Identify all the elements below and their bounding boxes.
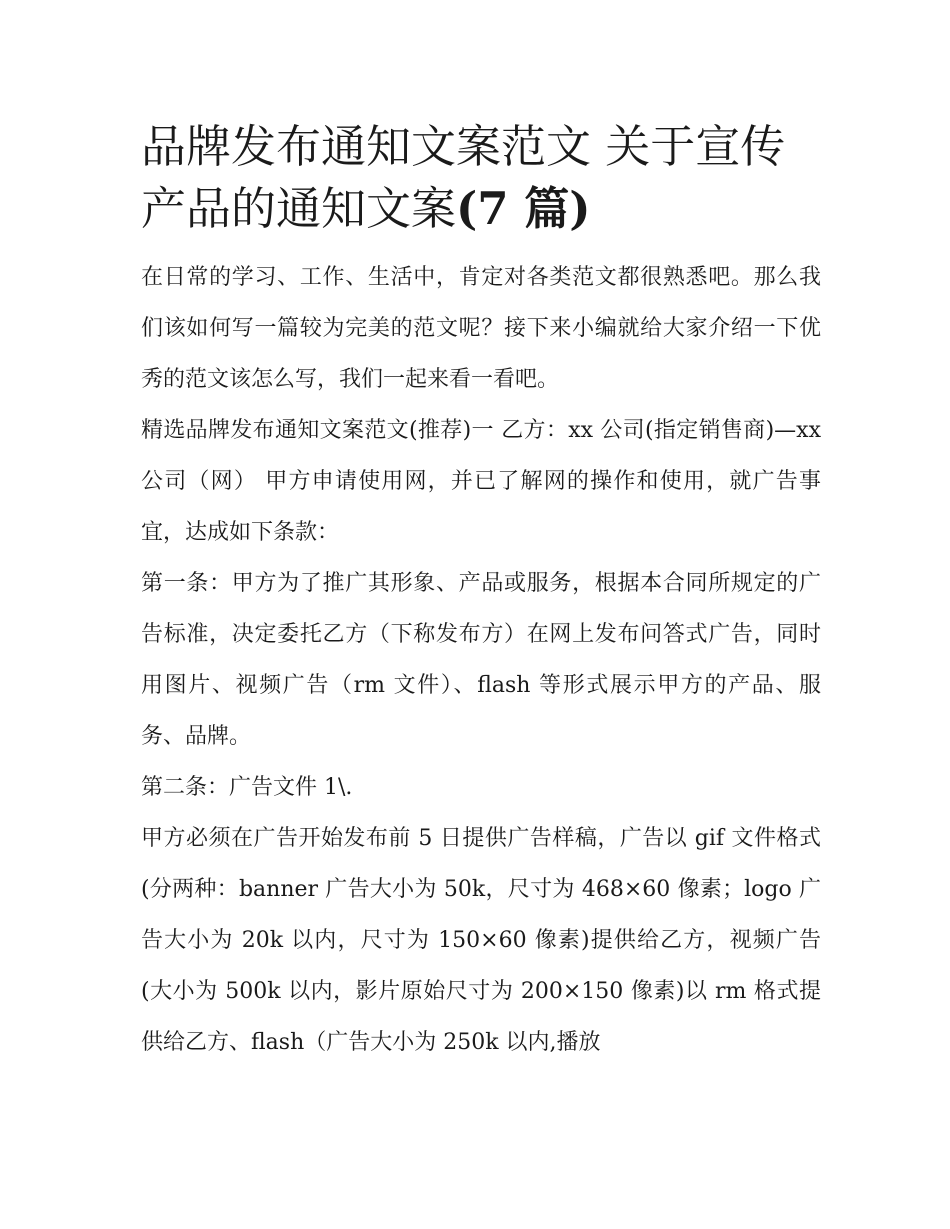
document-title-suffix: (7 篇) bbox=[456, 182, 591, 235]
paragraph-article-2: 第二条：广告文件 1\. bbox=[141, 775, 353, 800]
document-title bbox=[141, 116, 821, 240]
paragraph-selection: 精选品牌发布通知文案范文(推荐)一 乙方：xx 公司(指定销售商)—xx 公司（网） 甲方申请使用网，并已了解网的操作和使用，就广告事宜，达成如下条款： bbox=[141, 418, 821, 545]
paragraph-intro: 在日常的学习、工作、生活中，肯定对各类范文都很熟悉吧。那么我们该如何写一篇较为完美的范文呢？接下来小编就给大家介绍一下优秀的范文该怎么写，我们一起来看一看吧。 bbox=[141, 265, 821, 392]
document-page bbox=[141, 116, 821, 1068]
paragraph-article-1: 第一条：甲方为了推广其形象、产品或服务，根据本合同所规定的广告标准，决定委托乙方（下称发布方）在网上发布问答式广告，同时用图片、视频广告（rm 文件）、flash 等形式展示甲方的产品、服务、品牌。 bbox=[141, 571, 821, 749]
paragraph-ad-files: 甲方必须在广告开始发布前 5 日提供广告样稿，广告以 gif 文件格式(分两种：banner 广告大小为 50k，尺寸为 468×60 像素；logo 广告大小为 20k 以内，尺寸为 150×60 像素)提供给乙方，视频广告(大小为 500k 以内，影片原始尺寸为 200×150 像素)以 rm 格式提供给乙方、flash（广告大小为 250k 以内,播放 bbox=[141, 826, 821, 1055]
document-title-main: 品牌发布通知文案范文 关于宣传产品的通知文案 bbox=[141, 120, 786, 235]
